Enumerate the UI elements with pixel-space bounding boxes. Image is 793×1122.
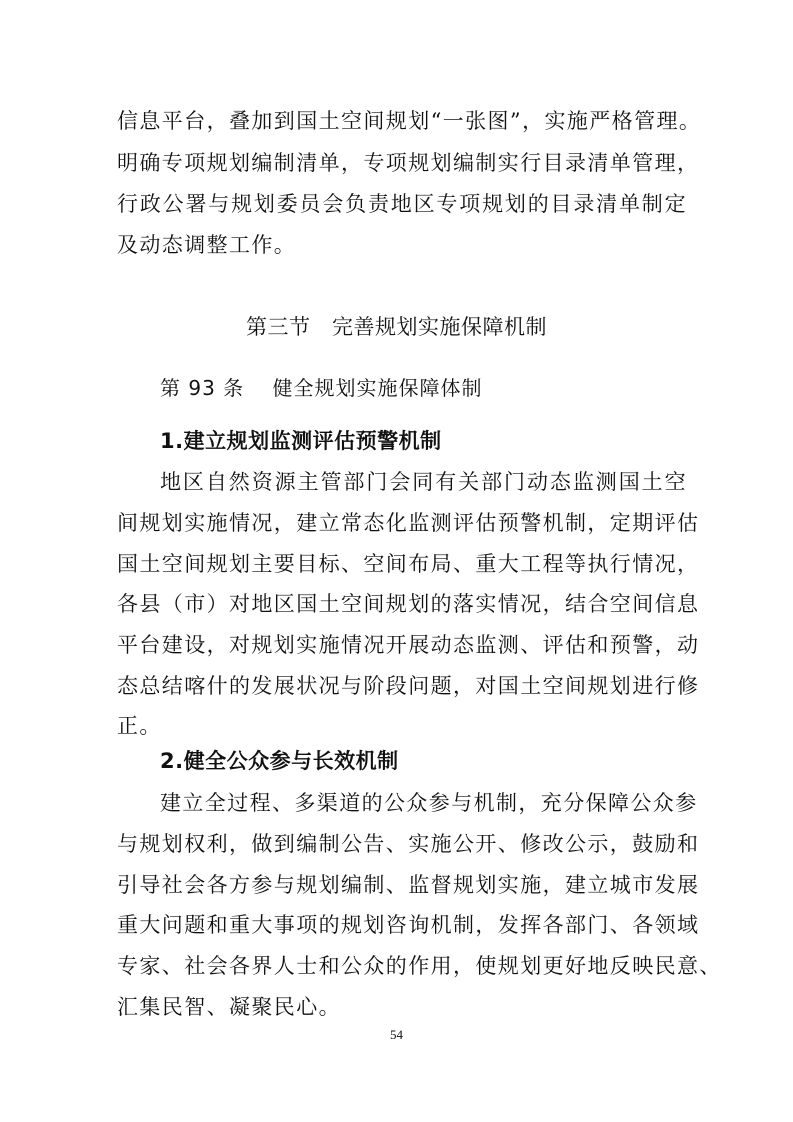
paragraph-line: 正。 — [117, 714, 162, 738]
paragraph-line: 信息平台，叠加到国土空间规划“一张图”，实施严格管理。 — [117, 109, 702, 133]
subsection-heading: 2.健全公众参与长效机制 — [160, 749, 399, 773]
paragraph-line: 态总结喀什的发展状况与阶段问题，对国土空间规划进行修 — [117, 674, 700, 698]
article-title: 第 93 条 健全规划实施保障体制 — [160, 376, 483, 400]
section-title: 第三节 完善规划实施保障机制 — [246, 315, 547, 339]
paragraph-line: 汇集民智、凝聚民心。 — [117, 995, 341, 1019]
paragraph-line: 各县（市）对地区国土空间规划的落实情况，结合空间信息 — [117, 592, 700, 616]
paragraph-line: 建立全过程、多渠道的公众参与机制，充分保障公众参 — [160, 791, 698, 815]
paragraph-line: 平台建设，对规划实施情况开展动态监测、评估和预警，动 — [117, 633, 700, 657]
paragraph-line: 地区自然资源主管部门会同有关部门动态监测国土空 — [160, 470, 687, 494]
paragraph-line: 间规划实施情况，建立常态化监测评估预警机制，定期评估 — [117, 511, 700, 535]
paragraph-line: 明确专项规划编制清单，专项规划编制实行目录清单管理， — [117, 151, 700, 175]
paragraph-line: 重大问题和重大事项的规划咨询机制，发挥各部门、各领域 — [117, 913, 700, 937]
paragraph-line: 国土空间规划主要目标、空间布局、重大工程等执行情况， — [117, 552, 700, 576]
page-number: 54 — [390, 1027, 403, 1042]
subsection-heading: 1.建立规划监测评估预警机制 — [160, 429, 442, 453]
paragraph-line: 引导社会各方参与规划编制、监督规划实施，建立城市发展 — [117, 873, 700, 897]
paragraph-line: 专家、社会各界人士和公众的作用，使规划更好地反映民意、 — [117, 954, 722, 978]
paragraph-line: 与规划权利，做到编制公告、实施公开、修改公示，鼓励和 — [117, 832, 700, 856]
paragraph-line: 及动态调整工作。 — [117, 233, 297, 257]
paragraph-line: 行政公署与规划委员会负责地区专项规划的目录清单制定 — [117, 192, 687, 216]
